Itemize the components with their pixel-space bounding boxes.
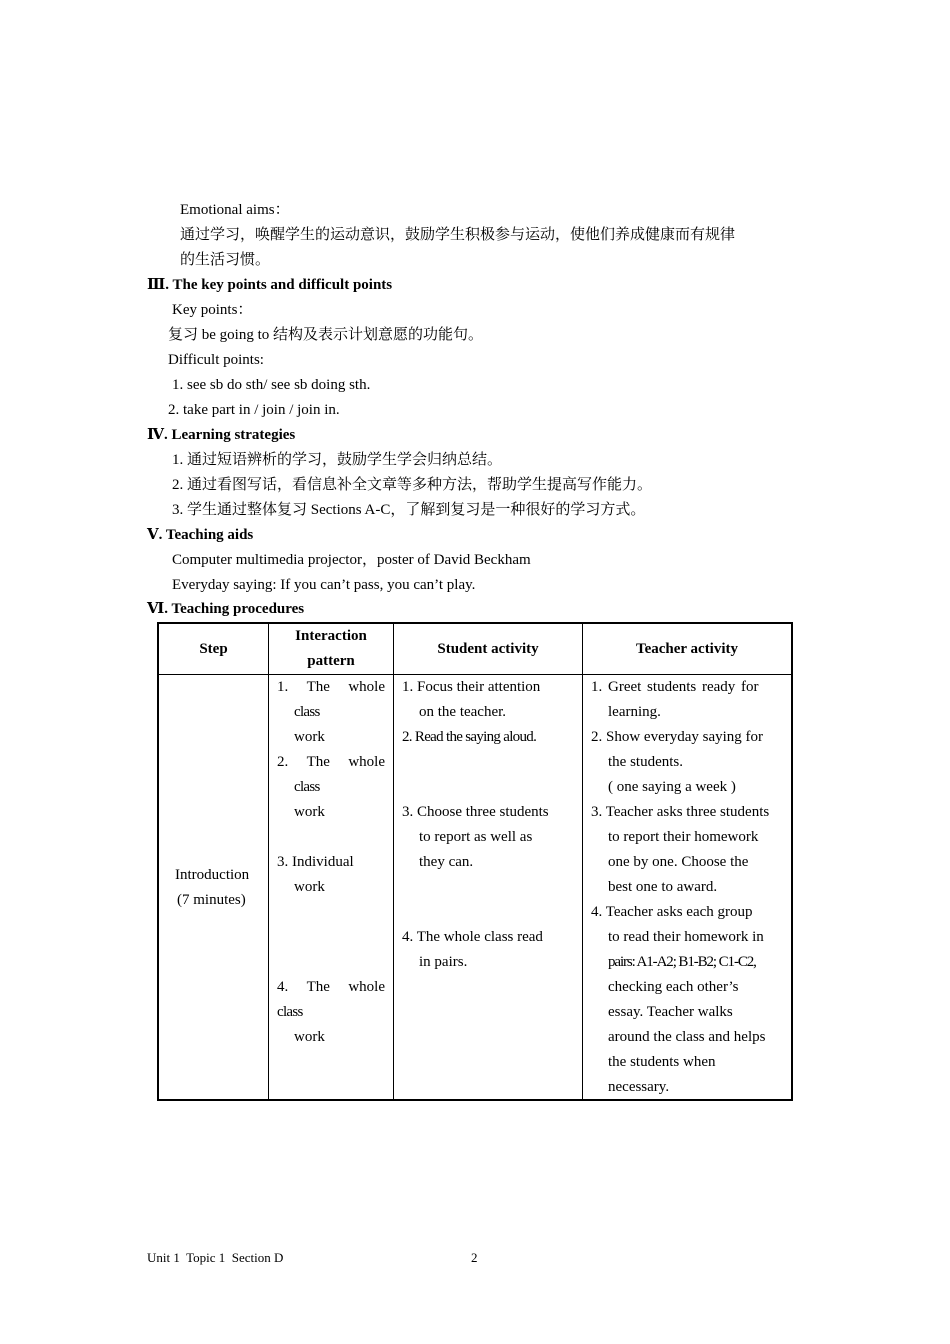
interaction-item-1-line2: class [294,704,320,720]
section-key-points-title: Ⅲ. The key points and difficult points [147,277,393,293]
interaction-item-2-line2: class [294,779,320,795]
emotional-aims-heading: Emotional aims： [180,202,290,218]
interaction-item-4-line3: work [294,1029,325,1045]
student-activity-3-line3: they can. [419,854,474,870]
interaction-item-3-line2: work [294,879,325,895]
teacher-activity-2-line1: 2. Show everyday saying for [591,729,764,745]
interaction-item-4-line2: class [277,1004,303,1020]
header-student-activity [394,623,583,675]
teaching-aids-text: Computer multimedia projector，poster of David Beckham [172,552,531,568]
interaction-item-3-line1: 3. Individual [277,854,354,870]
interaction-item-1-line3: work [294,729,325,745]
teacher-activity-3-line4: best one to award. [608,879,718,895]
teacher-activity-2-line3: ( one saying a week ) [608,779,736,795]
student-activity-1-line2: on the teacher. [419,704,507,720]
header-teacher-label: Teacher activity [635,640,739,657]
emotional-aims-text-line1: 通过学习，唤醒学生的运动意识，鼓励学生积极参与运动，使他们养成健康而有规律 [180,227,736,243]
difficult-points-label: Difficult points: [168,352,264,368]
interaction-item-2-word2: whole [348,754,385,770]
teacher-activity-1-line1: 1. Greet students ready for [591,679,759,695]
teacher-activity-4-line2: to read their homework in [608,929,764,945]
interaction-item-1-word1: The [306,679,330,695]
interaction-item-2-line1 [277,750,385,775]
header-step [158,623,269,675]
teacher-activity-3-line2: to report their homework [608,829,759,845]
interaction-item-2-line3: work [294,804,325,820]
interaction-item-4-word2: whole [348,979,385,995]
student-activity-3-line2: to report as well as [419,829,533,845]
teacher-activity-cell [583,675,793,1101]
teacher-activity-1-line2: learning. [608,704,661,720]
interaction-item-2-num: 2. [277,754,289,770]
interaction-item-1-word2: whole [348,679,385,695]
strategy-item: 3. 学生通过整体复习 Sections A-C，了解到复习是一种很好的学习方式。 [172,502,646,518]
key-points-text: 复习 be going to 结构及表示计划意愿的功能句。 [168,327,483,343]
teacher-activity-4-line7: the students when [608,1054,716,1070]
key-points-label: Key points： [172,302,253,318]
step-cell [158,675,269,1101]
interaction-item-4-word1: The [306,979,330,995]
student-activity-4-line2: in pairs. [419,954,468,970]
emotional-aims-text-line2: 的生活习惯。 [180,252,271,268]
interaction-item-4-num: 4. [277,979,289,995]
teacher-activity-4-line8: necessary. [608,1079,670,1095]
footer-page-number: 2 [471,1250,478,1265]
teacher-activity-2-line2: the students. [608,754,683,770]
student-activity-3-line1: 3. Choose three students [402,804,549,820]
interaction-item-1-line1 [277,675,385,700]
teacher-activity-4-line6: around the class and helps [608,1029,766,1045]
student-activity-2-line1: 2. Read the saying aloud. [402,729,537,745]
interaction-cell [269,675,394,1101]
teacher-activity-3-line3: one by one. Choose the [608,854,749,870]
student-activity-4-line1: 4. The whole class read [402,929,543,945]
section-teaching-aids-title: Ⅴ. Teaching aids [147,527,254,543]
interaction-item-4-line1 [277,975,385,1000]
interaction-item-2-word1: The [306,754,330,770]
teaching-procedures-table [157,622,793,1101]
section-teaching-procedures-title: Ⅵ. Teaching procedures [147,601,305,617]
everyday-saying-text: Everyday saying: If you can’t pass, you can’t play. [172,577,476,593]
step-duration: (7 minutes) [177,892,246,908]
footer-unit-label: Unit 1 Topic 1 Section D [147,1250,284,1265]
teacher-activity-4-line4: checking each other’s [608,979,739,995]
table-row [158,675,792,1101]
difficult-point-2: 2. take part in / join / join in. [168,402,340,418]
section-learning-strategies-title: Ⅳ. Learning strategies [147,427,296,443]
header-interaction-line1: Interaction [295,628,367,644]
header-interaction-line2: pattern [307,653,355,669]
header-teacher-activity [583,623,793,675]
teacher-activity-4-line5: essay. Teacher walks [608,1004,733,1020]
teacher-activity-4-line1: 4. Teacher asks each group [591,904,753,920]
strategy-item: 2. 通过看图写话，看信息补全文章等多种方法，帮助学生提高写作能力。 [172,477,653,493]
teacher-activity-3-line1: 3. Teacher asks three students [591,804,770,820]
header-step-label: Step [199,640,228,657]
strategy-item: 1. 通过短语辨析的学习，鼓励学生学会归纳总结。 [172,452,503,468]
step-name: Introduction [175,867,250,883]
interaction-item-1-num: 1. [277,679,289,695]
header-student-label: Student activity [437,640,539,657]
table-header-row [158,623,792,675]
header-interaction-pattern [269,623,394,675]
student-activity-cell [394,675,583,1101]
difficult-point-1: 1. see sb do sth/ see sb doing sth. [172,377,371,393]
teacher-activity-4-line3: pairs: A1-A2; B1-B2; C1-C2, [608,954,756,970]
student-activity-1-line1: 1. Focus their attention [402,679,541,695]
